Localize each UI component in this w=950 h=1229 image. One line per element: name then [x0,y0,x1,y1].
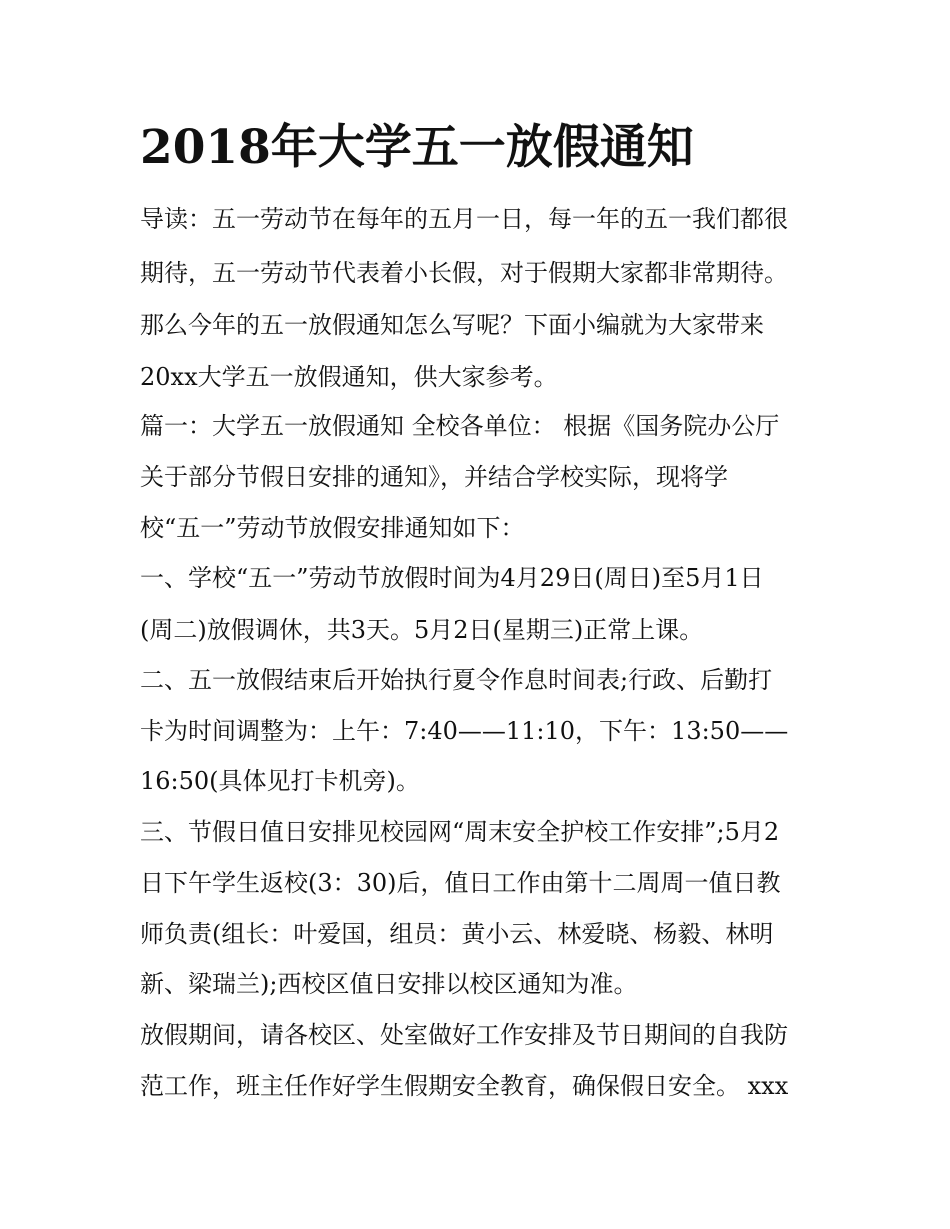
paragraph-line: 三、节假日值日安排见校园网“周末安全护校工作安排”;5月2 [140,818,780,846]
paragraph-line: 卡为时间调整为：上午：7:40——11:10，下午：13:50—— [140,717,789,745]
paragraph-line: 一、学校“五一”劳动节放假时间为4月29日(周日)至5月1日 [140,564,764,592]
document-title: 2018年大学五一放假通知 [140,120,694,175]
paragraph-line: 16:50(具体见打卡机旁)。 [140,767,420,795]
paragraph-line: 关于部分节假日安排的通知》，并结合学校实际，现将学 [140,463,728,491]
paragraph-line: 20xx大学五一放假通知，供大家参考。 [140,363,558,391]
paragraph-line: 放假期间，请各校区、处室做好工作安排及节日期间的自我防 [140,1021,788,1049]
paragraph-line: (周二)放假调休，共3天。5月2日(星期三)正常上课。 [140,616,704,644]
paragraph-line: 范工作，班主任作好学生假期安全教育，确保假日安全。 xxx [140,1072,789,1100]
paragraph-line: 新、梁瑞兰);西校区值日安排以校区通知为准。 [140,970,638,998]
paragraph-line: 那么今年的五一放假通知怎么写呢？下面小编就为大家带来 [140,311,764,339]
paragraph-line: 篇一：大学五一放假通知 全校各单位： 根据《国务院办公厅 [140,412,780,440]
paragraph-line: 期待，五一劳动节代表着小长假，对于假期大家都非常期待。 [140,259,788,287]
paragraph-line: 校“五一”劳动节放假安排通知如下： [140,514,525,542]
paragraph-line: 日下午学生返校(3：30)后，值日工作由第十二周周一值日教 [140,869,781,897]
paragraph-line: 导读：五一劳动节在每年的五月一日，每一年的五一我们都很 [140,205,788,233]
paragraph-line: 师负责(组长：叶爱国，组员：黄小云、林爱晓、杨毅、林明 [140,920,774,948]
paragraph-line: 二、五一放假结束后开始执行夏令作息时间表;行政、后勤打 [140,666,773,694]
